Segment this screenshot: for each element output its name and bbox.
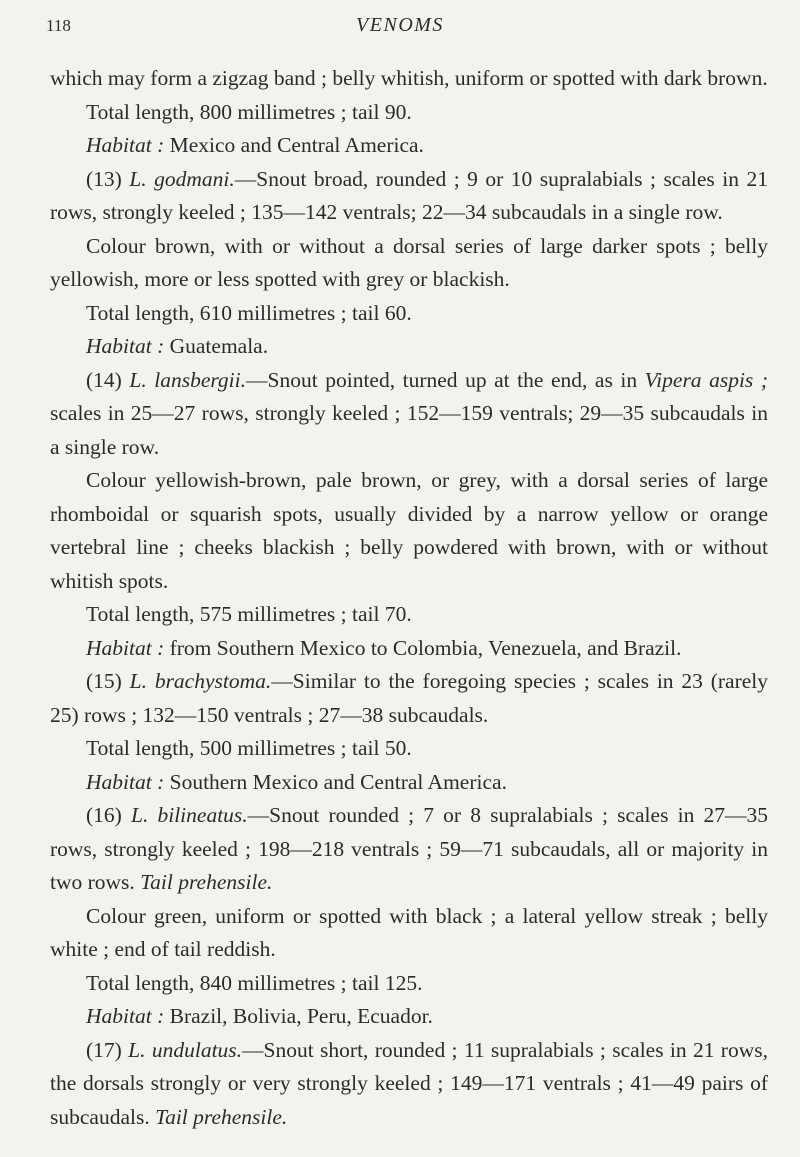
text-run: Mexico and Central America. xyxy=(164,133,424,157)
italic-text-run: Habitat : xyxy=(86,769,165,794)
text-run: Colour brown, with or without a dorsal series of large darker spots ; belly yellowish, more or less spotted with grey or blackish. xyxy=(50,233,768,291)
paragraph xyxy=(50,632,768,666)
paragraph xyxy=(50,297,768,331)
text-run: Colour green, uniform or spotted with black ; a lateral yellow streak ; belly white ; end of tail reddish. xyxy=(50,903,768,961)
paragraph xyxy=(50,1000,768,1034)
text-run: (13) xyxy=(86,166,130,191)
paragraph xyxy=(50,900,768,967)
text-run: Total length, 840 millimetres ; tail 125. xyxy=(86,970,423,995)
text-run: Total length, 575 millimetres ; tail 70. xyxy=(86,602,412,626)
text-run: —Snout rounded ; 7 or 8 supralabials ; scales in 27—35 rows, strongly keeled ; 198—218 ventrals ; 59—71 subcaudals, all or majority in two rows. xyxy=(50,803,768,894)
text-run: —Similar to the foregoing species ; scales in 23 (rarely 25) rows ; 132—150 ventrals ; 27—38 subcaudals. xyxy=(50,669,768,727)
paragraph xyxy=(50,766,768,800)
text-run: scales in 25—27 rows, strongly keeled ; 152—159 ventrals; 29—35 subcaudals in a single row. xyxy=(50,401,768,459)
paragraph xyxy=(50,96,768,130)
text-run: Total length, 610 millimetres ; tail 60. xyxy=(86,300,412,325)
paragraph xyxy=(50,230,768,297)
body-text xyxy=(50,62,768,1134)
text-run: from Southern Mexico to Colombia, Venezuela, and Brazil. xyxy=(164,635,682,660)
italic-text-run: Habitat : xyxy=(86,635,165,660)
page-number: 118 xyxy=(46,16,71,35)
text-run: (14) xyxy=(86,367,130,392)
italic-text-run: L. lansbergii. xyxy=(129,367,247,392)
text-run: (17) xyxy=(86,1037,129,1062)
italic-text-run: Habitat : xyxy=(86,334,165,358)
text-run: Total length, 500 millimetres ; tail 50. xyxy=(86,736,412,760)
paragraph xyxy=(50,330,768,364)
paragraph xyxy=(50,1034,768,1135)
text-run: which may form a zigzag band ; belly whitish, uniform or spotted with dark brown. xyxy=(50,66,768,90)
italic-text-run: Habitat : xyxy=(86,133,165,157)
italic-text-run: Tail prehensile. xyxy=(155,1104,288,1129)
italic-text-run: L. brachystoma. xyxy=(129,669,272,693)
italic-text-run: L. bilineatus. xyxy=(130,803,248,827)
text-run: Southern Mexico and Central America. xyxy=(164,769,507,794)
paragraph xyxy=(50,129,768,163)
text-run: (15) xyxy=(86,669,130,693)
paragraph xyxy=(50,364,768,465)
paragraph xyxy=(50,163,768,230)
italic-text-run: Tail prehensile. xyxy=(140,870,273,894)
paragraph xyxy=(50,799,768,900)
text-run: —Snout pointed, turned up at the end, as in xyxy=(246,367,645,392)
italic-text-run: L. undulatus. xyxy=(128,1037,243,1062)
paragraph xyxy=(50,62,768,96)
text-run: Guatemala. xyxy=(164,334,269,358)
paragraph xyxy=(50,665,768,732)
running-title: VENOMS xyxy=(356,14,444,36)
paragraph xyxy=(50,464,768,598)
text-run: Colour yellowish-brown, pale brown, or grey, with a dorsal series of large rhomboidal or squarish spots, usually divided by a narrow yellow or orange vertebral line ; cheeks blackish ; belly powdered with brown, with or without whitish spots. xyxy=(50,468,768,593)
text-run: Total length, 800 millimetres ; tail 90. xyxy=(86,99,412,124)
italic-text-run: L. godmani. xyxy=(129,166,235,191)
italic-text-run: Habitat : xyxy=(86,1004,165,1028)
paragraph xyxy=(50,967,768,1001)
text-run: Brazil, Bolivia, Peru, Ecuador. xyxy=(164,1004,433,1028)
text-run: —Snout short, rounded ; 11 supralabials ; scales in 21 rows, the dorsals strongly or very strongly keeled ; 149—171 ventrals ; 41—49 pairs of subcaudals. xyxy=(50,1037,768,1129)
text-run: (16) xyxy=(86,803,131,827)
paragraph xyxy=(50,732,768,766)
page-header xyxy=(0,12,800,52)
italic-text-run: Vipera aspis ; xyxy=(644,367,768,392)
paragraph xyxy=(50,598,768,632)
text-run: —Snout broad, rounded ; 9 or 10 supralabials ; scales in 21 rows, strongly keeled ; 135—142 ventrals; 22—34 subcaudals in a single row. xyxy=(50,166,768,224)
